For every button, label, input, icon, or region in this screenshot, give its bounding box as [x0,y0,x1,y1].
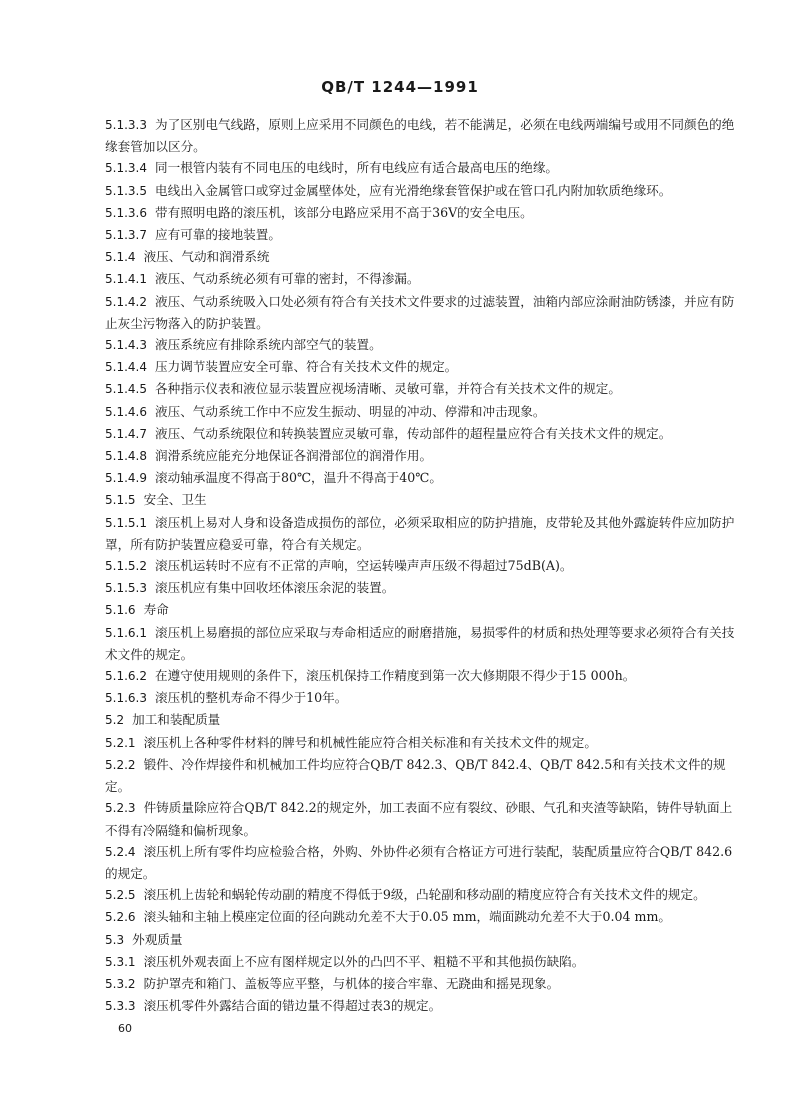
clause-paragraph [105,665,737,687]
clause-number: 5.3.3 [105,999,136,1014]
clause-paragraph [105,356,737,378]
clause-text: 安全、卫生 [143,492,207,508]
clause-paragraph [105,378,737,400]
clause-text: 滚压机应有集中回收坯体滚压余泥的装置。 [155,580,395,596]
clause-paragraph [105,555,737,577]
clause-paragraph [105,423,737,445]
clause-number: 5.1.3.3 [105,118,147,132]
clause-paragraph [105,622,737,665]
clause-number: 5.1.6.3 [105,691,147,706]
clause-text: 防护罩壳和箱门、盖板等应平整，与机体的接合牢靠、无跷曲和摇晃现象。 [143,975,560,991]
clause-number: 5.1.3.5 [105,183,147,198]
clause-paragraph [105,884,737,906]
clause-paragraph [105,951,737,973]
clause-paragraph [105,577,737,599]
clause-number: 5.3 [105,932,125,947]
clause-number: 5.2.1 [105,735,136,750]
clause-paragraph [105,224,737,246]
clause-text: 润滑系统应能充分地保证各润滑部位的润滑作用。 [155,448,433,464]
clause-text: 滚压机上易磨损的部位应采取与寿命相适应的耐磨措施，易损零件的材质和热处理等要求必须符合有关技术文件的规定。 [105,624,735,662]
clause-number: 5.3.1 [105,954,136,969]
clause-text: 件铸质量除应符合QB/T 842.2的规定外，加工表面不应有裂纹、砂眼、气孔和夹渣等缺陷，铸件导轨面上不得有冷隔缝和偏析现象。 [105,800,733,838]
clause-paragraph [105,489,737,511]
clause-paragraph [105,157,737,179]
clause-text: 滚压机上齿轮和蜗轮传动副的精度不得低于9级，凸轮副和移动副的精度应符合有关技术文件的规定。 [143,887,706,903]
page-number: 60 [118,1022,132,1035]
clause-number: 5.1.6.2 [105,669,147,684]
clause-number: 5.2.5 [105,888,136,903]
clause-paragraph [105,973,737,995]
clause-paragraph [105,599,737,621]
clause-number: 5.2.4 [105,844,136,859]
clause-paragraph [105,246,737,268]
clause-number: 5.1.4.4 [105,360,147,375]
clause-paragraph [105,797,737,840]
clause-text: 寿命 [143,602,169,618]
clause-number: 5.1.4.6 [105,404,147,419]
clause-paragraph [105,512,737,555]
document-body [105,114,737,1017]
clause-paragraph [105,291,737,334]
clause-number: 5.1.4.8 [105,449,147,464]
clause-paragraph [105,709,737,731]
clause-text: 加工和装配质量 [132,712,221,728]
clause-paragraph [105,906,737,928]
clause-text: 滚动轴承温度不得高于80℃，温升不得高于40℃。 [155,470,442,486]
clause-number: 5.1.5.1 [105,515,147,530]
clause-text: 滚压机运转时不应有不正常的声响，空运转噪声声压级不得超过75dB(A)。 [155,558,573,574]
clause-text: 液压系统应有排除系统内部空气的装置。 [155,337,382,353]
clause-paragraph [105,202,737,224]
standard-code-header: QB/T 1244—1991 [321,78,479,96]
clause-paragraph [105,732,737,754]
clause-number: 5.1.6.1 [105,625,147,640]
clause-number: 5.1.4 [105,250,136,265]
clause-text: 液压、气动系统工作中不应发生振动、明显的冲动、停滞和冲击现象。 [155,403,546,419]
clause-number: 5.2.6 [105,910,136,925]
clause-text: 滚头轴和主轴上模座定位面的径向跳动允差不大于0.05 mm，端面跳动允差不大于0.04 mm。 [143,909,672,925]
clause-number: 5.3.2 [105,976,136,991]
clause-paragraph [105,180,737,202]
clause-text: 为了区别电气线路，原则上应采用不同颜色的电线，若不能满足，必须在电线两端编号或用不同颜色的绝缘套管加以区分。 [105,117,735,155]
clause-number: 5.1.5.3 [105,581,147,596]
clause-paragraph [105,401,737,423]
clause-number: 5.1.5 [105,493,136,508]
clause-paragraph [105,754,737,797]
clause-number: 5.2 [105,713,125,728]
clause-number: 5.1.4.1 [105,272,147,287]
clause-text: 液压、气动和润滑系统 [143,249,270,265]
clause-text: 滚压机的整机寿命不得少于10年。 [155,690,348,706]
clause-text: 滚压机上各种零件材料的牌号和机械性能应符合相关标准和有关技术文件的规定。 [143,734,597,750]
clause-text: 滚压机外观表面上不应有图样规定以外的凸凹不平、粗糙不平和其他损伤缺陷。 [143,953,585,969]
clause-paragraph [105,929,737,951]
clause-paragraph [105,445,737,467]
clause-text: 滚压机上所有零件均应检验合格，外购、外协件必须有合格证方可进行装配，装配质量应符合QB/T 842.6的规定。 [105,843,733,881]
clause-number: 5.1.3.6 [105,205,147,220]
clause-number: 5.1.4.2 [105,294,147,309]
clause-number: 5.1.3.7 [105,228,147,243]
clause-text: 应有可靠的接地装置。 [155,227,281,243]
clause-paragraph [105,334,737,356]
clause-text: 锻件、冷作焊接件和机械加工件均应符合QB/T 842.3、QB/T 842.4、QB/T 842.5和有关技术文件的规定。 [105,756,726,795]
clause-text: 液压、气动系统限位和转换装置应灵敏可靠，传动部件的超程量应符合有关技术文件的规定。 [155,425,672,441]
clause-paragraph [105,268,737,290]
clause-text: 外观质量 [132,931,183,947]
clause-text: 同一根管内装有不同电压的电线时，所有电线应有适合最高电压的绝缘。 [155,160,558,176]
clause-paragraph [105,687,737,709]
clause-number: 5.1.4.5 [105,382,147,397]
clause-text: 在遵守使用规则的条件下，滚压机保持工作精度到第一次大修期限不得少于15 000h。 [155,668,636,684]
clause-number: 5.1.3.4 [105,161,147,176]
clause-number: 5.1.5.2 [105,559,147,574]
clause-number: 5.1.6 [105,603,136,618]
clause-text: 滚压机零件外露结合面的错边量不得超过表3的规定。 [143,998,442,1014]
clause-paragraph [105,841,737,884]
clause-text: 压力调节装置应安全可靠、符合有关技术文件的规定。 [155,359,458,375]
clause-text: 带有照明电路的滚压机，该部分电路应采用不高于36V的安全电压。 [155,204,533,220]
clause-number: 5.2.3 [105,801,136,816]
clause-text: 滚压机上易对人身和设备造成损伤的部位，必须采取相应的防护措施，皮带轮及其他外露旋转件应加防护罩，所有防护装置应稳妥可靠，符合有关规定。 [105,514,735,552]
clause-text: 液压、气动系统吸入口处必须有符合有关技术文件要求的过滤装置，油箱内部应涂耐油防锈漆，并应有防止灰尘污物落入的防护装置。 [105,293,735,331]
clause-paragraph [105,995,737,1017]
clause-number: 5.1.4.3 [105,338,147,353]
clause-paragraph [105,114,737,157]
clause-number: 5.2.2 [105,757,136,772]
clause-paragraph [105,467,737,489]
clause-text: 电线出入金属管口或穿过金属壁体处，应有光滑绝缘套管保护或在管口孔内附加软质绝缘环。 [155,182,672,198]
clause-number: 5.1.4.9 [105,471,147,486]
clause-text: 各种指示仪表和液位显示装置应视场清晰、灵敏可靠，并符合有关技术文件的规定。 [155,381,621,397]
clause-number: 5.1.4.7 [105,426,147,441]
clause-text: 液压、气动系统必须有可靠的密封，不得渗漏。 [155,271,420,287]
